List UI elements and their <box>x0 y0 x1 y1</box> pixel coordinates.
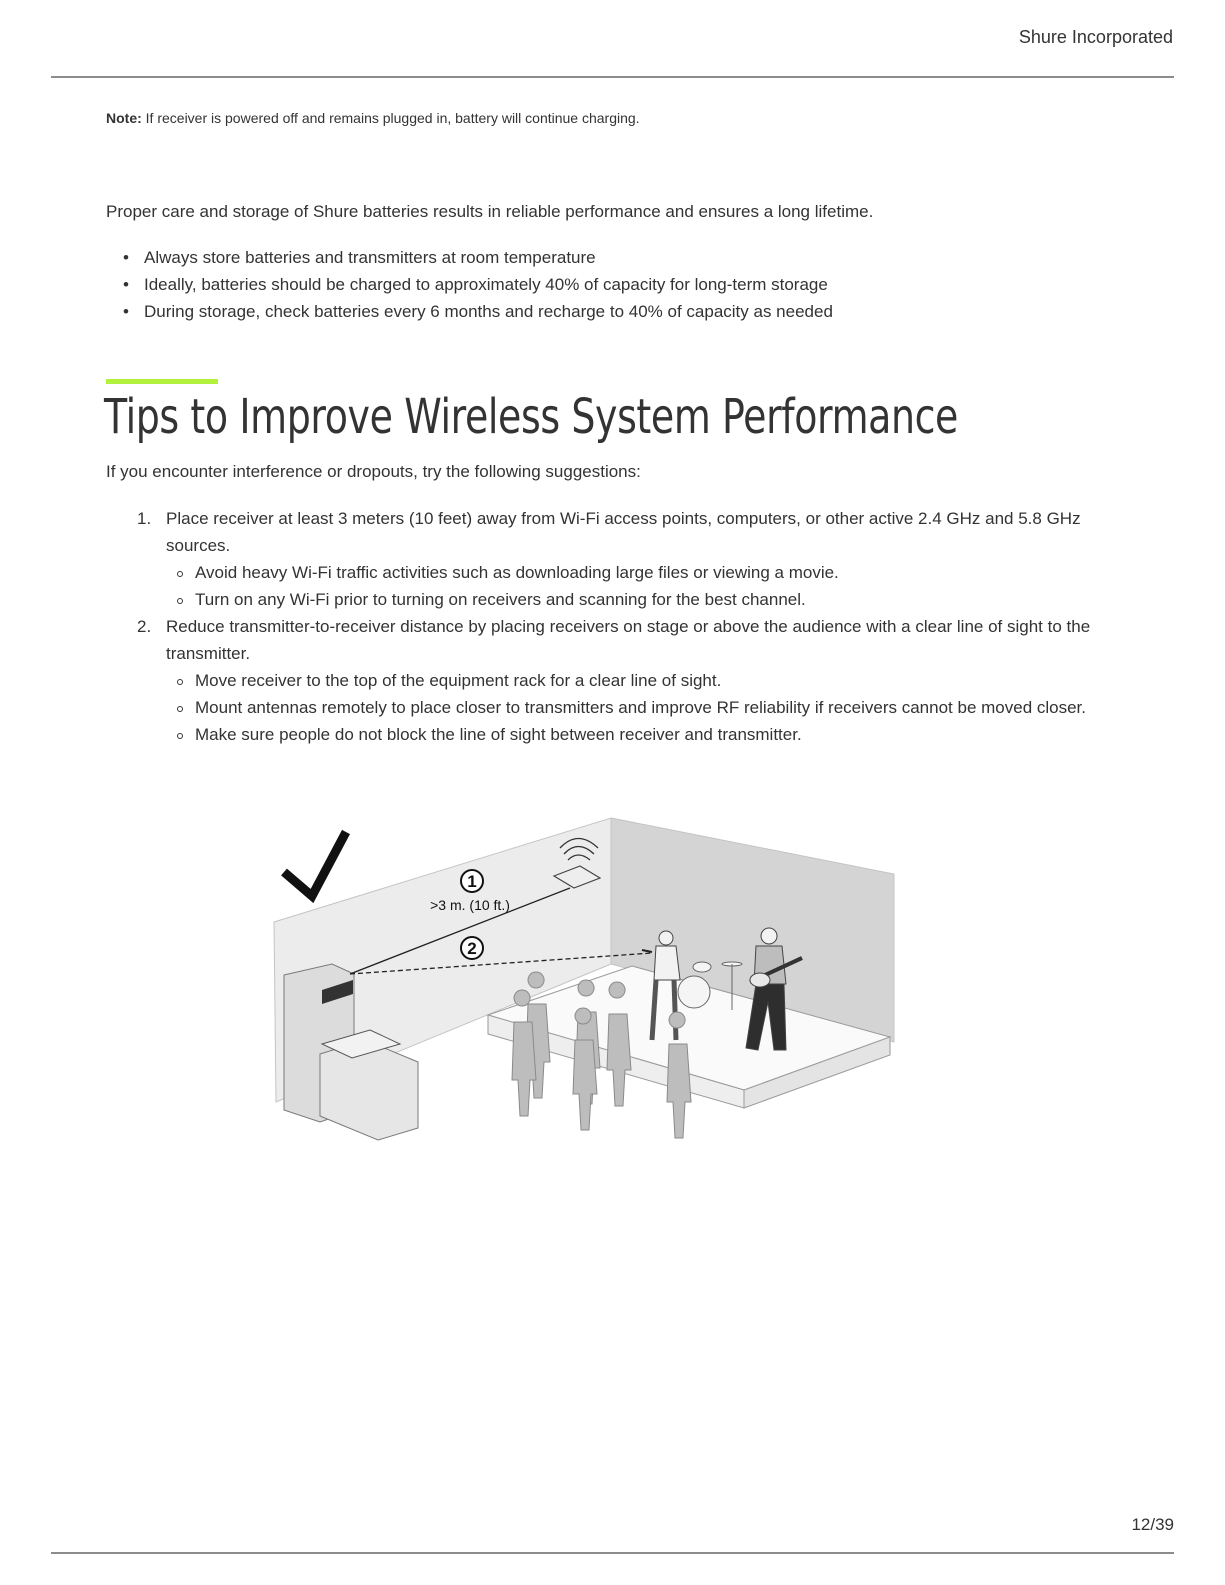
tips-item-number: 2. <box>137 617 152 636</box>
tips-subitem <box>106 694 1126 721</box>
checkmark-icon <box>284 832 346 896</box>
tips-subitem <box>106 559 1126 586</box>
circle-bullet-icon <box>177 598 183 604</box>
page-number: 12/39 <box>1131 1515 1174 1534</box>
tips-list-item <box>106 613 1126 748</box>
circle-bullet-icon <box>177 706 183 712</box>
circle-bullet-icon <box>177 679 183 685</box>
mixer-cabinet <box>320 1040 418 1140</box>
care-bullet-item: • During storage, check batteries every 6 months and recharge to 40% of capacity as needed <box>106 298 833 325</box>
header-divider <box>51 76 1174 78</box>
care-bullet-item: • Always store batteries and transmitters at room temperature <box>106 244 833 271</box>
section-accent-bar <box>106 379 218 384</box>
tips-subitem-text: Turn on any Wi-Fi prior to turning on receivers and scanning for the best channel. <box>195 590 806 609</box>
tips-subitem-text: Avoid heavy Wi-Fi traffic activities such as downloading large files or viewing a movie. <box>195 563 839 582</box>
section-heading: Tips to Improve Wireless System Performance <box>104 389 958 445</box>
circle-bullet-icon <box>177 733 183 739</box>
callout-2-text: 2 <box>467 939 477 958</box>
tips-item-number: 1. <box>137 509 152 528</box>
care-intro-text: Proper care and storage of Shure batteries results in reliable performance and ensures a long lifetime. <box>106 202 874 221</box>
tips-subitem-text: Mount antennas remotely to place closer to transmitters and improve RF reliability if receivers cannot be moved closer. <box>195 698 1087 717</box>
tips-sublist <box>166 559 1126 613</box>
care-bullet-list <box>106 244 833 325</box>
stage-setup-svg <box>270 812 910 1152</box>
note-label: Note: <box>106 110 142 126</box>
header-company-name: Shure Incorporated <box>1018 27 1173 47</box>
tips-subitem-text: Make sure people do not block the line of sight between receiver and transmitter. <box>195 725 802 744</box>
callout-1-text: 1 <box>467 872 477 891</box>
tips-subitem <box>106 586 1126 613</box>
footer-divider <box>51 1552 1174 1554</box>
stage-setup-illustration <box>270 812 910 1152</box>
tips-subitem <box>106 667 1126 694</box>
care-bullet-item: • Ideally, batteries should be charged to approximately 40% of capacity for long-term storage <box>106 271 833 298</box>
distance-label: >3 m. (10 ft.) <box>430 897 510 913</box>
tips-item-text: Reduce transmitter-to-receiver distance by placing receivers on stage or above the audience with a clear line of sight to the transmitter. <box>166 617 1091 663</box>
note-text: If receiver is powered off and remains plugged in, battery will continue charging. <box>141 110 640 126</box>
tips-sublist <box>166 667 1126 748</box>
note-paragraph <box>106 110 640 126</box>
tips-subitem-text: Move receiver to the top of the equipment rack for a clear line of sight. <box>195 671 722 690</box>
tips-numbered-list <box>106 505 1126 748</box>
tips-subitem <box>106 721 1126 748</box>
circle-bullet-icon <box>177 571 183 577</box>
tips-item-text: Place receiver at least 3 meters (10 feet) away from Wi-Fi access points, computers, or other active 2.4 GHz and 5.8 GHz sources. <box>166 509 1081 555</box>
tips-list-item <box>106 505 1126 613</box>
tips-intro-text: If you encounter interference or dropouts, try the following suggestions: <box>106 462 641 481</box>
